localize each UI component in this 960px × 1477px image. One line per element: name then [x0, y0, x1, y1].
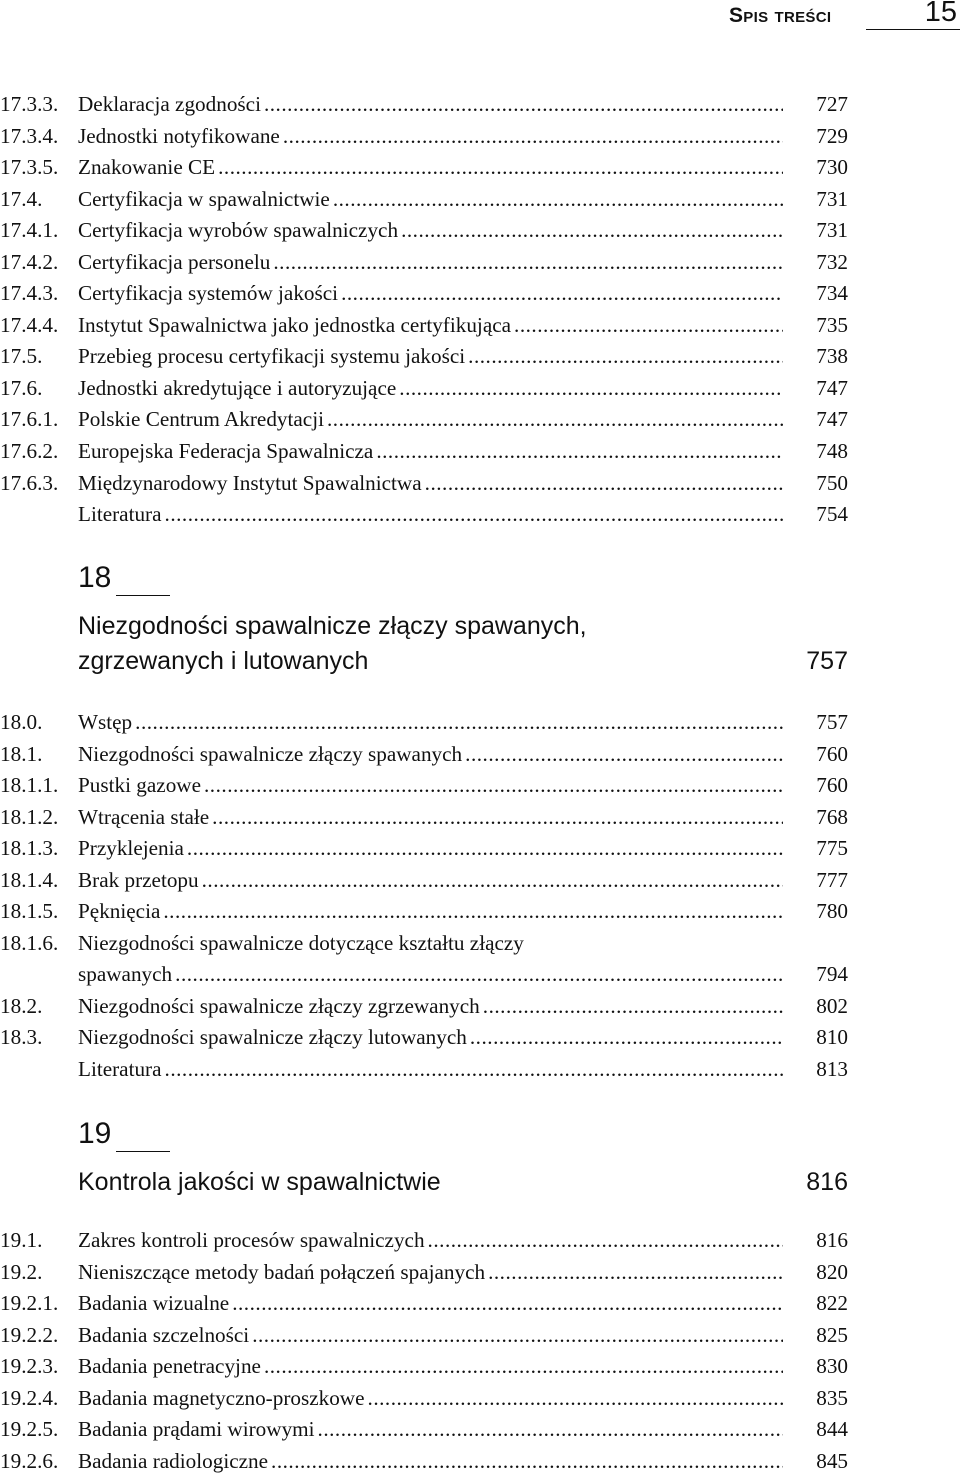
entry-number: 17.3.4. — [0, 123, 59, 148]
dot-leader — [465, 739, 783, 771]
entry-number: 17.4.4. — [0, 312, 59, 337]
dot-leader — [218, 152, 783, 184]
entry-number: 19.2.1. — [0, 1291, 59, 1316]
entry-title: Międzynarodowy Instytut Spawalnictwa — [78, 470, 422, 495]
toc-entry — [0, 1225, 960, 1257]
entry-page-number: 748 — [816, 439, 848, 464]
entry-title: Badania szczelności — [78, 1322, 250, 1347]
dot-leader — [514, 310, 783, 342]
toc-entry — [0, 436, 960, 468]
entry-number: 18.1.5. — [0, 899, 59, 924]
entry-title: Pęknięcia — [78, 899, 161, 924]
chapter-title: Kontrola jakości w spawalnictwie — [78, 1168, 441, 1196]
entry-number: 18.1. — [0, 741, 43, 766]
entry-title-line — [78, 499, 783, 531]
chapter-number: 19 — [78, 1117, 112, 1150]
toc-section-17 — [0, 89, 960, 531]
entry-page-number: 735 — [816, 312, 848, 337]
entry-page-number: 820 — [816, 1259, 848, 1284]
entry-number: 18.1.2. — [0, 804, 59, 829]
entry-page-number: 835 — [816, 1385, 848, 1410]
dot-leader — [470, 1022, 783, 1054]
entry-page-number: 747 — [816, 375, 848, 400]
entry-number: 19.2.4. — [0, 1385, 59, 1410]
entry-title-line — [78, 896, 783, 928]
entry-title-line — [78, 1320, 783, 1352]
entry-title: Instytut Spawalnictwa jako jednostka certyfikująca — [78, 312, 512, 337]
entry-body — [78, 310, 783, 342]
dot-leader — [468, 341, 783, 373]
entry-page-number: 844 — [816, 1417, 848, 1442]
dot-leader — [165, 499, 783, 531]
entry-title: Nieniszczące metody badań połączeń spajanych — [78, 1259, 486, 1284]
entry-title-line — [78, 152, 783, 184]
dot-leader — [163, 896, 783, 928]
toc-entry — [0, 770, 960, 802]
dot-leader — [401, 215, 783, 247]
chapter-rule — [116, 595, 170, 596]
entry-title-line — [78, 959, 783, 991]
entry-page-number: 734 — [816, 281, 848, 306]
entry-number: 17.4.2. — [0, 249, 59, 274]
dot-leader — [333, 184, 783, 216]
entry-body — [78, 896, 783, 928]
entry-title-line — [78, 802, 783, 834]
entry-body — [78, 1320, 783, 1352]
entry-title-line — [78, 1257, 783, 1289]
entry-title: Brak przetopu — [78, 867, 199, 892]
entry-title-line — [78, 1288, 783, 1320]
entry-number: 18.1.4. — [0, 867, 59, 892]
toc-entry — [0, 1383, 960, 1415]
toc-entry — [0, 152, 960, 184]
entry-body — [78, 215, 783, 247]
entry-page-number: 754 — [816, 502, 848, 527]
entry-page-number: 738 — [816, 344, 848, 369]
entry-page-number: 777 — [816, 867, 848, 892]
chapter-rule — [116, 1151, 170, 1152]
entry-page-number: 727 — [816, 92, 848, 116]
dot-leader — [273, 247, 783, 279]
entry-number: 18.3. — [0, 1025, 43, 1050]
entry-body — [78, 1414, 783, 1446]
entry-title: Wstęp — [78, 710, 133, 734]
chapter-title-line-1: Niezgodności spawalnicze złączy spawanych, — [78, 612, 587, 640]
dot-leader — [252, 1320, 783, 1352]
dot-leader — [428, 1225, 783, 1257]
entry-body — [78, 928, 783, 991]
entry-number: 18.1.3. — [0, 836, 59, 861]
entry-title: Certyfikacja wyrobów spawalniczych — [78, 218, 399, 243]
toc-entry — [0, 310, 960, 342]
dot-leader — [341, 278, 783, 310]
entry-body — [78, 436, 783, 468]
chapter-number: 18 — [78, 561, 112, 594]
entry-page-number: 768 — [816, 804, 848, 829]
entry-title-line — [78, 215, 783, 247]
dot-leader — [175, 959, 783, 991]
entry-number: 17.4.3. — [0, 281, 59, 306]
entry-number: 19.2. — [0, 1259, 43, 1284]
entry-title: Jednostki akredytujące i autoryzujące — [78, 375, 397, 400]
toc-entry — [0, 1054, 960, 1086]
toc-entry — [0, 1351, 960, 1383]
dot-leader — [135, 707, 783, 739]
entry-body — [78, 1054, 783, 1086]
toc-entry — [0, 499, 960, 531]
entry-title-line — [78, 468, 783, 500]
toc-entry — [0, 341, 960, 373]
entry-title-line — [78, 770, 783, 802]
entry-title-line — [78, 404, 783, 436]
chapter-title-line-2: zgrzewanych i lutowanych — [78, 647, 369, 675]
entry-title: Certyfikacja systemów jakości — [78, 281, 339, 306]
toc-entry — [0, 247, 960, 279]
toc-entry — [0, 928, 960, 991]
dot-leader — [271, 1446, 783, 1477]
dot-leader — [165, 1054, 783, 1086]
entry-page-number: 794 — [816, 962, 848, 987]
entry-number: 17.5. — [0, 344, 43, 369]
entry-body — [78, 468, 783, 500]
entry-page-number: 757 — [816, 710, 848, 734]
entry-body — [78, 991, 783, 1023]
toc-entry — [0, 865, 960, 897]
dot-leader — [283, 121, 783, 153]
toc-entry — [0, 1414, 960, 1446]
entry-page-number: 747 — [816, 407, 848, 432]
entry-number: 17.4.1. — [0, 218, 59, 243]
entry-body — [78, 499, 783, 531]
entry-number: 19.2.6. — [0, 1448, 59, 1473]
chapter-19-heading — [78, 1117, 848, 1202]
entry-page-number: 830 — [816, 1354, 848, 1379]
toc-entry — [0, 1446, 960, 1477]
entry-title-line — [78, 1383, 783, 1415]
entry-body — [78, 1288, 783, 1320]
dot-leader — [327, 404, 783, 436]
entry-body — [78, 152, 783, 184]
toc-entry — [0, 215, 960, 247]
toc-entry — [0, 1257, 960, 1289]
entry-title: Przyklejenia — [78, 836, 184, 861]
toc-entry — [0, 1288, 960, 1320]
entry-body — [78, 121, 783, 153]
entry-title-line — [78, 707, 783, 739]
toc-entry — [0, 707, 960, 739]
entry-title: Polskie Centrum Akredytacji — [78, 407, 324, 432]
entry-number: 17.6.2. — [0, 439, 59, 464]
entry-page-number: 731 — [816, 186, 848, 211]
toc-entry — [0, 121, 960, 153]
dot-leader — [376, 436, 783, 468]
entry-body — [78, 184, 783, 216]
entry-body — [78, 341, 783, 373]
toc-entry — [0, 896, 960, 928]
entry-number: 17.3.3. — [0, 92, 59, 116]
entry-title-line — [78, 1446, 783, 1477]
entry-title: Pustki gazowe — [78, 773, 201, 798]
entry-body — [78, 1351, 783, 1383]
entry-title: Badania radiologiczne — [78, 1448, 269, 1473]
toc-entry — [0, 991, 960, 1023]
entry-title-line — [78, 247, 783, 279]
dot-leader — [187, 833, 783, 865]
running-header — [0, 0, 960, 40]
entry-title: Badania magnetyczno-proszkowe — [78, 1385, 365, 1410]
entry-number: 17.6.1. — [0, 407, 59, 432]
entry-number: 19.2.3. — [0, 1354, 59, 1379]
entry-body — [78, 707, 783, 739]
toc-entry — [0, 1022, 960, 1054]
entry-title: Znakowanie CE — [78, 155, 216, 180]
entry-title-line — [78, 1022, 783, 1054]
entry-number: 18.1.1. — [0, 773, 59, 798]
entry-body — [78, 404, 783, 436]
entry-number: 17.6.3. — [0, 470, 59, 495]
entry-title: Badania prądami wirowymi — [78, 1417, 315, 1442]
entry-title-line — [78, 991, 783, 1023]
dot-leader — [202, 865, 783, 897]
entry-title-line — [78, 739, 783, 771]
entry-title-line — [78, 310, 783, 342]
entry-page-number: 822 — [816, 1291, 848, 1316]
entry-title: Literatura — [78, 502, 162, 527]
dot-leader — [483, 991, 783, 1023]
entry-title-line — [78, 865, 783, 897]
entry-title: Przebieg procesu certyfikacji systemu jakości — [78, 344, 466, 369]
entry-title: Europejska Federacja Spawalnicza — [78, 439, 374, 464]
entry-title: Zakres kontroli procesów spawalniczych — [78, 1228, 425, 1252]
entry-number: 19.2.2. — [0, 1322, 59, 1347]
entry-body — [78, 1446, 783, 1477]
entry-page-number: 760 — [816, 773, 848, 798]
entry-page-number: 760 — [816, 741, 848, 766]
toc-entry — [0, 468, 960, 500]
entry-title-line — [78, 184, 783, 216]
entry-number: 18.2. — [0, 993, 43, 1018]
header-rule — [866, 29, 960, 30]
entry-title: Jednostki notyfikowane — [78, 123, 280, 148]
dot-leader — [318, 1414, 783, 1446]
toc-entry — [0, 802, 960, 834]
entry-title: Niezgodności spawalnicze złączy zgrzewanych — [78, 993, 480, 1018]
entry-page-number: 729 — [816, 123, 848, 148]
entry-body — [78, 1383, 783, 1415]
entry-page-number: 813 — [816, 1057, 848, 1082]
entry-title: Badania wizualne — [78, 1291, 230, 1316]
dot-leader — [212, 802, 783, 834]
entry-title: Wtrącenia stałe — [78, 804, 210, 829]
entry-body — [78, 373, 783, 405]
entry-title-line — [78, 1351, 783, 1383]
entry-body — [78, 833, 783, 865]
dot-leader — [232, 1288, 783, 1320]
entry-body — [78, 278, 783, 310]
entry-page-number: 780 — [816, 899, 848, 924]
entry-page-number: 775 — [816, 836, 848, 861]
entry-page-number: 825 — [816, 1322, 848, 1347]
entry-number: 19.2.5. — [0, 1417, 59, 1442]
toc-section-18 — [0, 707, 960, 1086]
entry-title: Deklaracja zgodności — [78, 92, 261, 116]
entry-body — [78, 89, 783, 121]
entry-page-number: 802 — [816, 993, 848, 1018]
toc-entry — [0, 739, 960, 771]
entry-body — [78, 1022, 783, 1054]
entry-number: 18.1.6. — [0, 930, 59, 955]
entry-body — [78, 739, 783, 771]
entry-page-number: 732 — [816, 249, 848, 274]
dot-leader — [368, 1383, 783, 1415]
header-title: Spis treści — [729, 4, 832, 27]
dot-leader — [488, 1257, 783, 1289]
entry-title: Certyfikacja personelu — [78, 249, 271, 274]
toc-entry — [0, 278, 960, 310]
entry-title-line — [78, 89, 783, 121]
dot-leader — [399, 373, 783, 405]
entry-title-line — [78, 278, 783, 310]
entry-title-line — [78, 1225, 783, 1257]
entry-title-line — [78, 1414, 783, 1446]
chapter-page-number: 757 — [806, 647, 848, 675]
entry-title: Niezgodności spawalnicze złączy lutowanych — [78, 1025, 467, 1050]
entry-number: 18.0. — [0, 710, 43, 734]
toc-entry — [0, 89, 960, 121]
dot-leader — [204, 770, 783, 802]
toc-entry — [0, 373, 960, 405]
entry-title-continuation: spawanych — [78, 962, 173, 987]
dot-leader — [264, 1351, 783, 1383]
chapter-page-number: 816 — [806, 1168, 848, 1196]
dot-leader — [264, 89, 783, 121]
entry-page-number: 730 — [816, 155, 848, 180]
toc-section-19 — [0, 1225, 960, 1477]
entry-title-line — [78, 1054, 783, 1086]
entry-title-line — [78, 341, 783, 373]
entry-title: Certyfikacja w spawalnictwie — [78, 186, 330, 211]
entry-body — [78, 1225, 783, 1257]
chapter-18-heading — [78, 561, 848, 681]
entry-page-number: 845 — [816, 1448, 848, 1473]
entry-title-line — [78, 373, 783, 405]
entry-title: Badania penetracyjne — [78, 1354, 261, 1379]
entry-title: Niezgodności spawalnicze dotyczące kształtu złączy — [78, 930, 524, 955]
entry-title-line — [78, 436, 783, 468]
entry-body — [78, 247, 783, 279]
toc-entry — [0, 833, 960, 865]
entry-title: Niezgodności spawalnicze złączy spawanych — [78, 741, 463, 766]
entry-title-line — [78, 121, 783, 153]
entry-number: 17.6. — [0, 375, 43, 400]
entry-body — [78, 865, 783, 897]
entry-page-number: 810 — [816, 1025, 848, 1050]
entry-number: 17.4. — [0, 186, 43, 211]
toc-entry — [0, 1320, 960, 1352]
entry-page-number: 816 — [816, 1228, 848, 1252]
toc-entry — [0, 404, 960, 436]
entry-body — [78, 802, 783, 834]
entry-body — [78, 770, 783, 802]
entry-title: Literatura — [78, 1057, 162, 1082]
dot-leader — [425, 468, 783, 500]
entry-number: 17.3.5. — [0, 155, 59, 180]
entry-number: 19.1. — [0, 1228, 43, 1252]
entry-body — [78, 1257, 783, 1289]
toc-entry — [0, 184, 960, 216]
entry-title-line — [78, 833, 783, 865]
entry-page-number: 750 — [816, 470, 848, 495]
header-page-number: 15 — [924, 0, 957, 28]
entry-page-number: 731 — [816, 218, 848, 243]
